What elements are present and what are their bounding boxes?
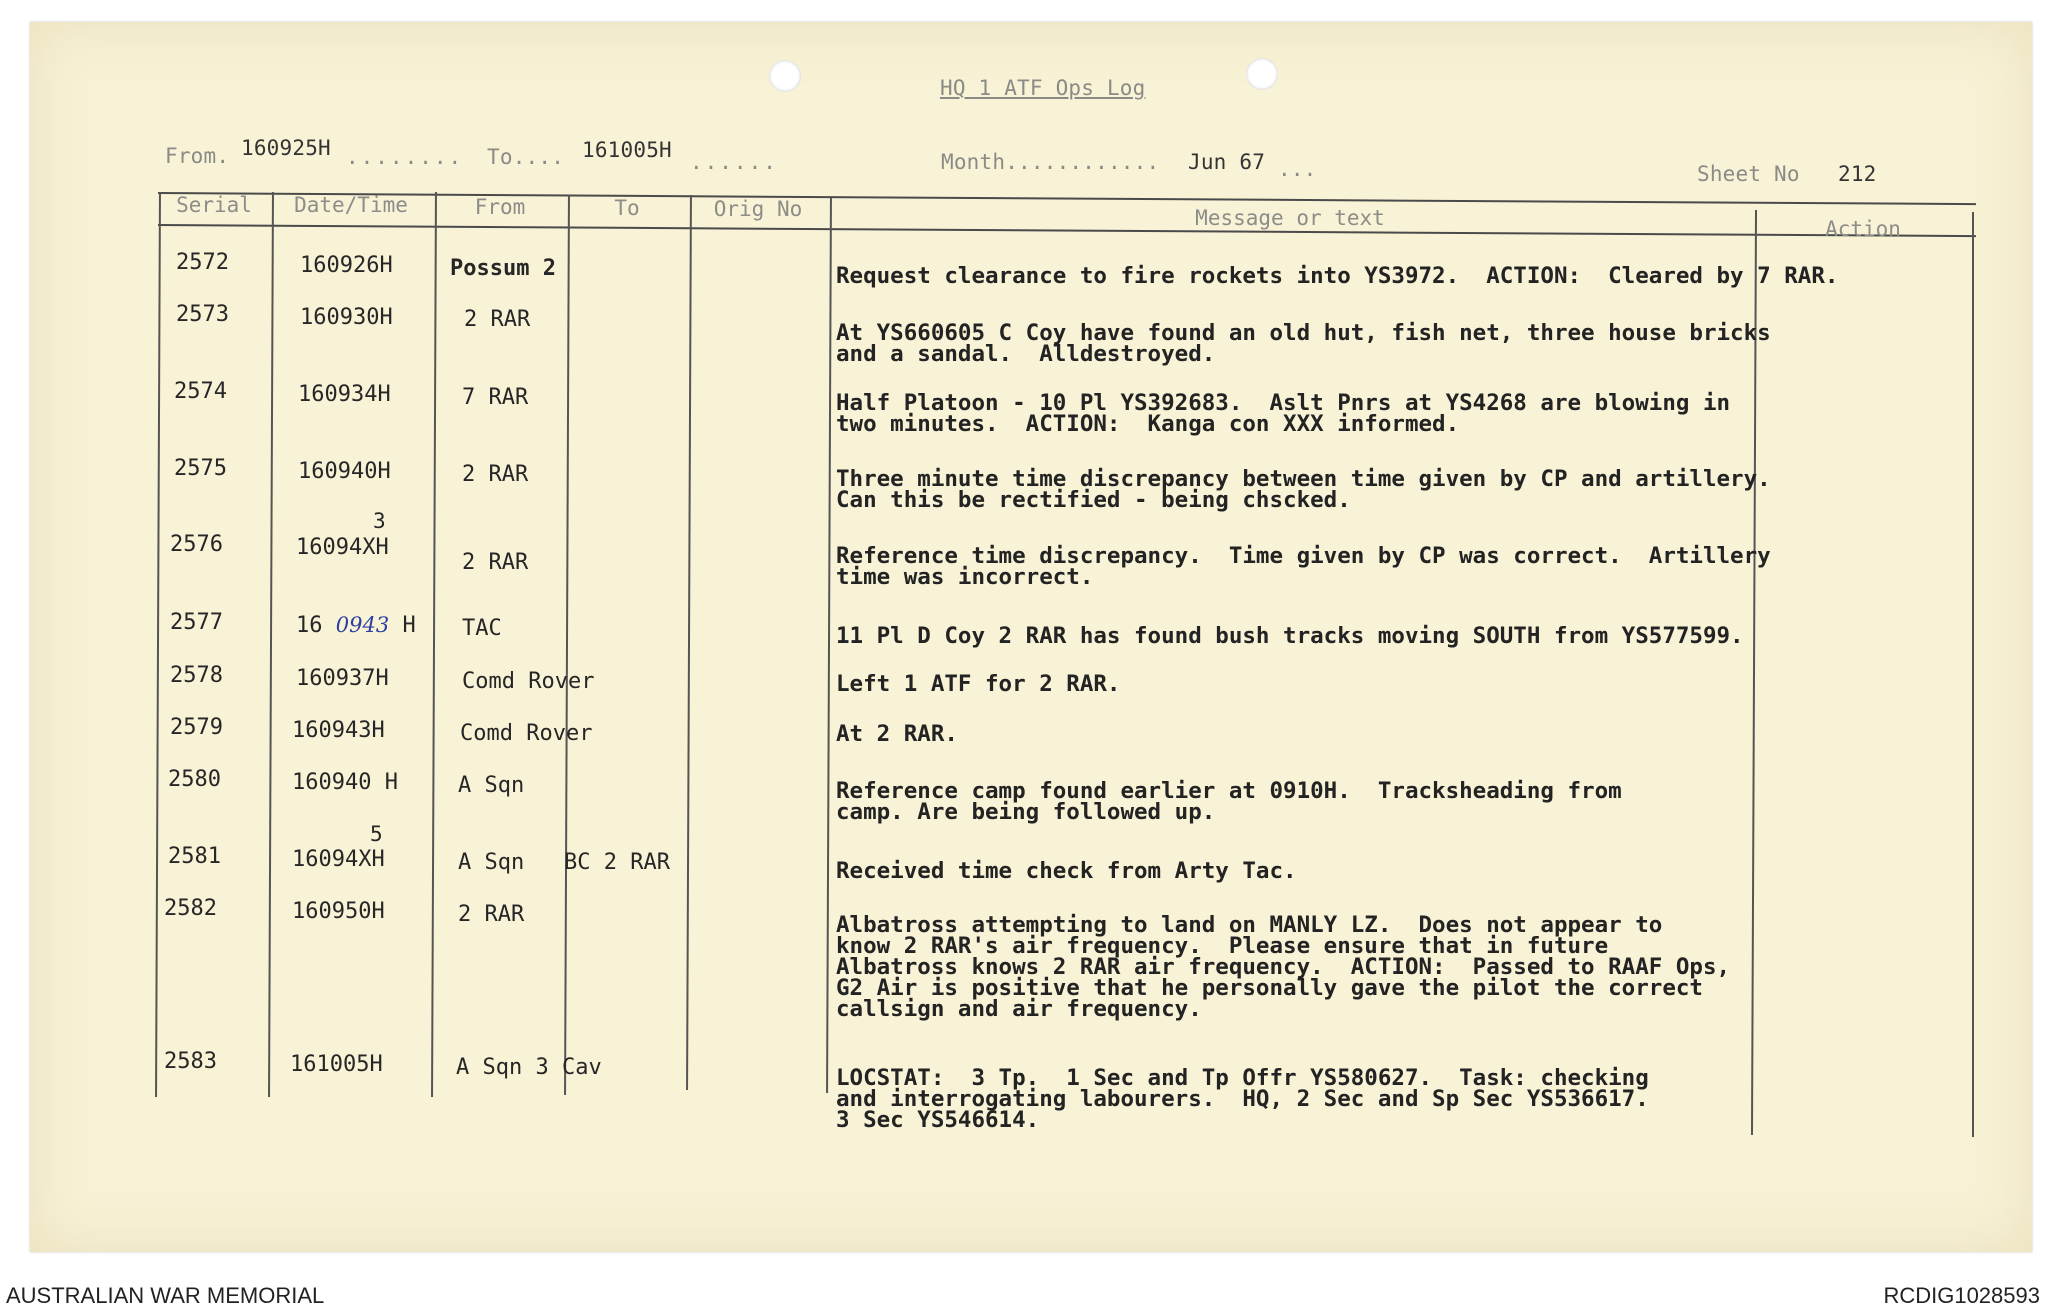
month-value: Jun 67 <box>1188 150 1266 174</box>
sheet-title: HQ 1 ATF Ops Log <box>940 76 1146 100</box>
from: 7 RAR <box>462 385 529 410</box>
serial: 2572 <box>176 250 229 275</box>
datetime: 160940 H <box>292 770 398 795</box>
serial: 2575 <box>174 456 227 481</box>
from: TAC <box>462 616 502 641</box>
from: Comd Rover <box>462 669 595 694</box>
datetime: 160926H <box>300 253 393 278</box>
from: 2 RAR <box>464 307 531 332</box>
datetime: 160930H <box>300 305 393 330</box>
datetime: 16 0943 H <box>296 613 416 638</box>
datetime: 161005H <box>290 1052 383 1077</box>
footer-record-id: RCDIG1028593 <box>1883 1283 2040 1308</box>
message: Request clearance to fire rockets into YS3972. ACTION: Cleared by 7 RAR. <box>836 263 1839 289</box>
dotted-leader: ... <box>1278 157 1317 181</box>
serial: 2578 <box>170 663 223 688</box>
from: 2 RAR <box>462 550 529 575</box>
to-label: To.... <box>487 145 565 169</box>
datetime: 160950H <box>292 899 385 924</box>
column-header-from: From <box>474 195 526 219</box>
dotted-leader: ...... <box>690 150 778 174</box>
to: BC 2 RAR <box>564 850 670 875</box>
datetime: 160934H <box>298 382 391 407</box>
message: Reference camp found earlier at 0910H. Tracksheading from camp. Are being followed up. <box>836 778 1622 825</box>
handwritten-correction: 0943 <box>335 613 390 637</box>
datetime: 160943H <box>292 718 385 743</box>
serial: 2576 <box>170 532 223 557</box>
punch-hole <box>1246 58 1278 90</box>
column-header-action: Action <box>1825 217 1901 241</box>
footer-archive-name: AUSTRALIAN WAR MEMORIAL <box>6 1283 325 1308</box>
message: At YS660605 C Coy have found an old hut, fish net, three house bricks and a sandal. Alldestroyed. <box>836 320 1771 367</box>
message: At 2 RAR. <box>836 721 958 747</box>
from: 2 RAR <box>462 462 529 487</box>
datetime-correction: 3 <box>373 509 386 533</box>
message: Reference time discrepancy. Time given by CP was correct. Artillery time was incorrect. <box>836 543 1771 590</box>
serial: 2581 <box>168 844 221 869</box>
from-label: From. <box>165 144 230 168</box>
to-value: 161005H <box>582 138 672 162</box>
column-header-to: To <box>614 196 640 220</box>
message: Received time check from Arty Tac. <box>836 858 1297 884</box>
from-value: 160925H <box>241 136 331 160</box>
column-header-orig-no: Orig No <box>713 197 803 221</box>
serial: 2573 <box>176 302 229 327</box>
serial: 2582 <box>164 896 217 921</box>
datetime: 16094XH <box>296 535 389 560</box>
from: 2 RAR <box>458 902 525 927</box>
column-header-message: Message or text <box>1195 206 1385 230</box>
message: Albatross attempting to land on MANLY LZ. Does not appear to know 2 RAR's air frequency. Please ensure that in future Albatross knows 2 RAR air frequency. ACTION: Passed to RAAF Ops, G2 Air is positive that he personally gave the pilot the correct callsign and air frequency. <box>836 912 1731 1022</box>
sheet-no-value: 212 <box>1838 162 1877 186</box>
from: A Sqn <box>458 850 525 875</box>
sheet-no-label: Sheet No <box>1697 162 1800 186</box>
datetime: 160937H <box>296 666 389 691</box>
serial: 2583 <box>164 1049 217 1074</box>
message: Half Platoon - 10 Pl YS392683. Aslt Pnrs at YS4268 are blowing in two minutes. ACTION: Kanga con XXX informed. <box>836 390 1731 437</box>
month-label: Month............ <box>941 150 1160 174</box>
datetime-correction: 5 <box>370 822 383 846</box>
from: A Sqn 3 Cav <box>456 1055 602 1080</box>
from: Comd Rover <box>460 721 593 746</box>
from: Possum 2 <box>450 256 556 281</box>
serial: 2574 <box>174 379 227 404</box>
message: 11 Pl D Coy 2 RAR has found bush tracks moving SOUTH from YS577599. <box>836 623 1744 649</box>
datetime: 160940H <box>298 459 391 484</box>
message: LOCSTAT: 3 Tp. 1 Sec and Tp Offr YS580627. Task: checking and interrogating labourers. HQ, 2 Sec and Sp Sec YS536617. 3 Sec YS546614. <box>836 1065 1649 1133</box>
message: Three minute time discrepancy between time given by CP and artillery. Can this be rectified - being chscked. <box>836 466 1771 513</box>
datetime: 16094XH <box>292 847 385 872</box>
message: Left 1 ATF for 2 RAR. <box>836 671 1121 697</box>
column-divider <box>1972 212 1974 1137</box>
dotted-leader: ........ <box>346 145 464 169</box>
column-header-serial: Serial <box>176 193 252 217</box>
serial: 2579 <box>170 715 223 740</box>
serial: 2580 <box>168 767 221 792</box>
serial: 2577 <box>170 610 223 635</box>
from: A Sqn <box>458 773 525 798</box>
punch-hole <box>769 60 801 92</box>
column-header-datetime: Date/Time <box>294 193 408 217</box>
